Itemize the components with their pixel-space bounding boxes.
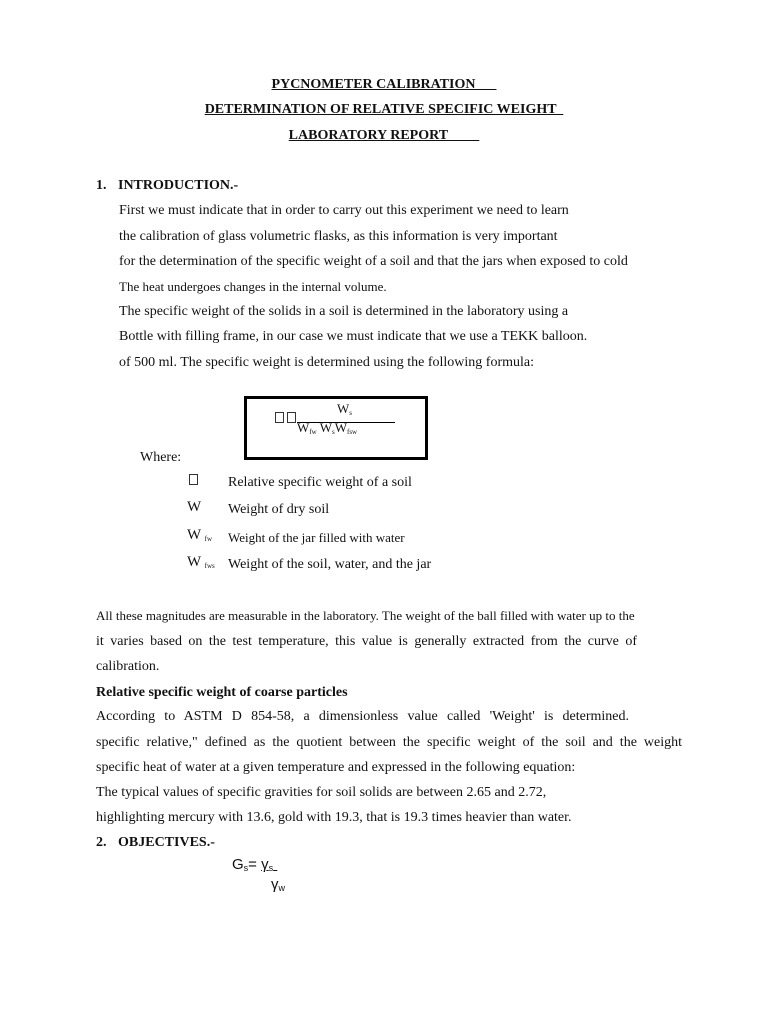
intro-line: First we must indicate that in order to carry out this experiment we need to learn [119,203,569,218]
intro-number: 1. [96,178,107,193]
body-line: According to ASTM D 854-58, a dimensionless value called 'Weight' is determined. [96,709,629,724]
body-line: All these magnitudes are measurable in the laboratory. The weight of the ball filled with water up to the [96,608,635,623]
body-line: calibration. [96,659,160,674]
objectives-heading-text: OBJECTIVES.- [118,835,215,850]
intro-heading [96,178,238,194]
where-label: Where: [140,450,182,465]
intro-line: for the determination of the specific weight of a soil and that the jars when exposed to cold [119,254,628,269]
intro-line: the calibration of glass volumetric flasks, as this information is very important [119,229,558,244]
body-line: it varies based on the test temperature, this value is generally extracted from the curve of [96,634,637,649]
objectives-number: 2. [96,835,107,850]
title-laboratory-report: LABORATORY REPORT [288,128,480,143]
symbol-w: W [187,499,202,515]
body-line: highlighting mercury with 13.6, gold with 19.3, that is 19.3 times heavier than water. [96,810,572,825]
body-line: specific heat of water at a given temperature and expressed in the following equation: [96,760,576,775]
where-description: Relative specific weight of a soil [228,475,412,490]
intro-line: The heat undergoes changes in the internal volume. [119,279,387,294]
intro-line: The specific weight of the solids in a soil is determined in the laboratory using a [119,304,569,319]
gs-equation-numerator: $G_s= \gamma_s$ [232,856,274,873]
symbol-w-fws: W $_{fws}$ [187,554,215,570]
formula-symbol-placeholder [275,410,296,426]
where-description: Weight of the jar filled with water [228,530,405,545]
gs-equation-denominator: $\gamma_w$ [271,876,285,893]
title-pycnometer-calibration: PYCNOMETER CALIBRATION [271,77,497,92]
where-description: Weight of dry soil [228,502,330,517]
where-description: Weight of the soil, water, and the jar [228,557,432,572]
formula-box [244,396,428,460]
title-relative-specific-weight: DETERMINATION OF RELATIVE SPECIFIC WEIGHT [204,102,564,117]
intro-line: of 500 ml. The specific weight is determined using the following formula: [119,355,534,370]
subheading-coarse-particles: Relative specific weight of coarse particles [96,685,348,700]
body-line: The typical values of specific gravities for soil solids are between 2.65 and 2.72, [96,785,547,800]
symbol-w-fw: W $_{fw}$ [187,527,213,543]
intro-heading-text: INTRODUCTION.- [118,178,239,193]
body-line: specific relative," defined as the quotient between the specific weight of the soil and the weight [96,735,682,750]
intro-line: Bottle with filling frame, in our case we must indicate that we use a TEKK balloon. [119,329,588,344]
formula-denominator: $W_{fw}$ $W_sW_{fsw}$ [297,420,358,436]
formula-numerator: $W_s$ [337,401,353,417]
objectives-heading [96,835,215,851]
symbol-placeholder-icon [189,472,198,489]
